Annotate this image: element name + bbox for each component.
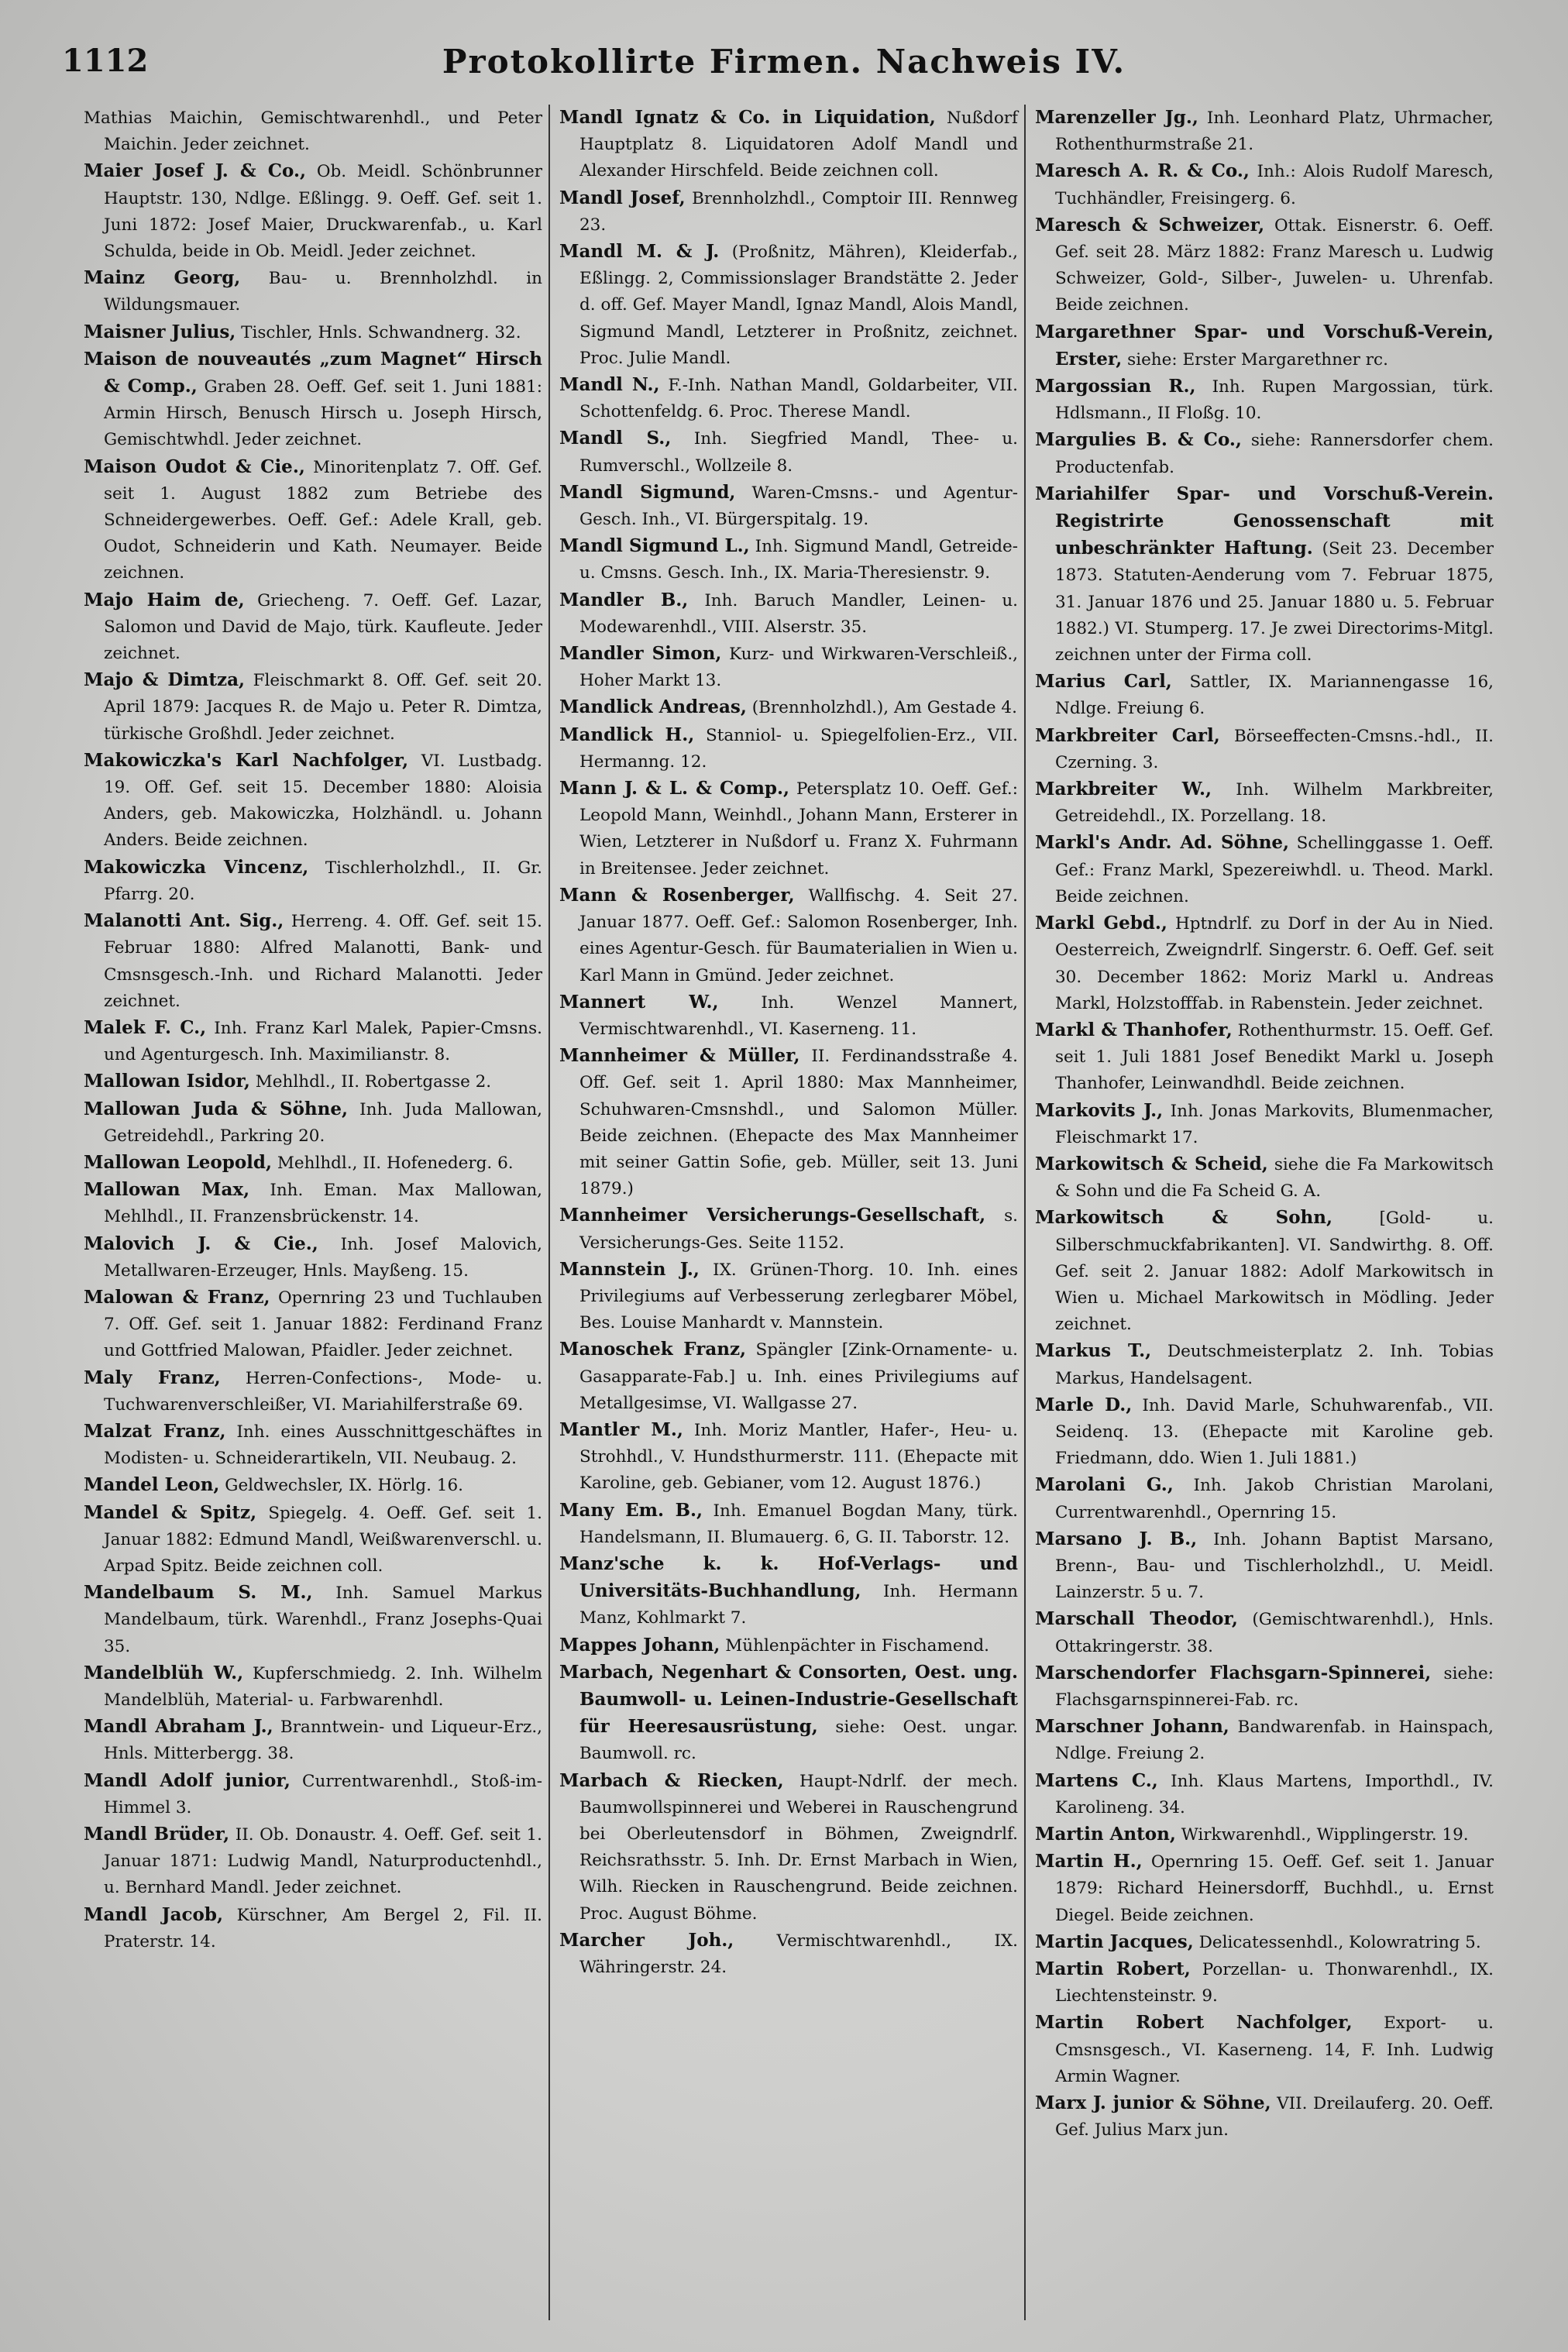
firm-name: Malanotti Ant. Sig.,	[84, 910, 284, 932]
firm-details: Opernring 15. Oeff. Gef. seit 1. Januar 1879: Richard Heinersdorff, Buchhdl., u. Ernst Diegel. Beide zeichnen.	[1055, 1852, 1494, 1925]
directory-entry	[1035, 1606, 1494, 1659]
firm-details: Currentwarenhdl., Stoß-im-Himmel 3.	[104, 1771, 542, 1817]
firm-name: Mann J. & L. & Comp.,	[559, 778, 790, 799]
directory-entry	[1035, 1768, 1494, 1821]
directory-entry	[559, 587, 1018, 641]
firm-name: Mallowan Max,	[84, 1179, 250, 1201]
directory-entry	[559, 1632, 1018, 1659]
firm-details: Graben 28. Oeff. Gef. seit 1. Juni 1881: Armin Hirsch, Benusch Hirsch u. Joseph Hirsch, Gemischtwhdl. Jeder zeichnet.	[104, 377, 543, 450]
firm-details: Waren-Cmsns.- und Agentur-Gesch. Inh., VI. Bürgerspitalg. 19.	[579, 483, 1018, 530]
directory-entry	[84, 1231, 542, 1284]
firm-name: Mandl Sigmund,	[559, 481, 736, 503]
firm-name: Martin H.,	[1035, 1851, 1143, 1872]
firm-name: Markovits J.,	[1035, 1099, 1164, 1121]
firm-details: Spiegelg. 4. Oeff. Gef. seit 1. Januar 1882: Edmund Mandl, Weißwarenverschl. u. Arpad Spitz. Beide zeichnen coll.	[104, 1503, 542, 1576]
firm-name: Martin Jacques,	[1035, 1931, 1194, 1952]
directory-entry	[1035, 1848, 1494, 1929]
firm-name: Maison Oudot & Cie.,	[84, 456, 305, 477]
firm-name: Mannheimer Versicherungs-Gesellschaft,	[559, 1205, 986, 1226]
firm-details: Stanniol- u. Spiegelfolien-Erz., VII. Hermanng. 12.	[579, 725, 1018, 772]
firm-name: Markbreiter Carl,	[1035, 724, 1220, 746]
directory-entry	[1035, 1526, 1494, 1607]
firm-name: Markowitsch & Sohn,	[1035, 1207, 1332, 1229]
firm-name: Maly Franz,	[84, 1367, 221, 1388]
firm-details: siehe die Fa Markowitsch & Sohn und die Fa Scheid G. A.	[1055, 1154, 1494, 1202]
firm-details: Inh. eines Ausschnittgeschäftes in Modisten- u. Schneiderartikeln, VII. Neubaug. 2.	[104, 1422, 542, 1469]
firm-details: Inh. Baruch Mandler, Leinen- u. Modewarenhdl., VIII. Alserstr. 35.	[579, 590, 1018, 637]
firm-details: Wallfischg. 4. Seit 27. Januar 1877. Oeff. Gef.: Salomon Rosenberger, Inh. eines Agentur-Gesch. für Baumaterialien in Wien u. Karl Mann in Gmünd. Jeder zeichnet.	[579, 885, 1018, 985]
firm-details: Sattler, IX. Mariannengasse 16, Ndlge. Freiung 6.	[1055, 672, 1494, 719]
firm-details: Rothenthurmstr. 15. Oeff. Gef. seit 1. Juli 1881 Josef Benedikt Markl u. Joseph Thanhofer, Leinwandhdl. Beide zeichnen.	[1055, 1020, 1494, 1094]
firm-details: Spängler [Zink-Ornamente- u. Gasapparate-Fab.] u. Inh. eines Privilegiums auf Metallgesimse, VI. Wallgasse 27.	[579, 1340, 1018, 1413]
firm-name: Margulies B. & Co.,	[1035, 429, 1242, 451]
firm-details: VI. Lustbadg. 19. Off. Gef. seit 15. December 1880: Aloisia Anders, geb. Makowiczka, Holzhändl. u. Johann Anders. Beide zeichnen.	[104, 751, 542, 851]
firm-name: Martin Anton,	[1035, 1824, 1176, 1845]
firm-details: (Brennholzhdl.), Am Gestade 4.	[751, 698, 1017, 718]
firm-details: Opernring 23 und Tuchlauben 7. Off. Gef. seit 1. Januar 1882: Ferdinand Franz und Gottfried Malowan, Pfaidler. Jeder zeichnet.	[104, 1288, 542, 1361]
directory-entry	[84, 1821, 542, 1902]
firm-details: (Seit 23. December 1873. Statuten-Aenderung vom 7. Februar 1875, 31. Januar 1876 und 25. Januar 1880 u. 5. Februar 1882.) VI. Stumperg. 17. Je zwei Directorims-Mitgl. zeichnen unter der Firma coll.	[1055, 539, 1494, 665]
directory-entry	[559, 239, 1018, 372]
directory-entry	[559, 1417, 1018, 1498]
firm-details: Delicatessenhdl., Kolowratring 5.	[1198, 1932, 1481, 1952]
directory-entry	[84, 1500, 542, 1580]
firm-name: Margarethner Spar- und Vorschuß-Verein, Erster,	[1035, 321, 1494, 370]
directory-entry	[1035, 1017, 1494, 1098]
directory-entry	[1035, 1098, 1494, 1151]
firm-name: Mandl Ignatz & Co. in Liquidation,	[559, 107, 936, 128]
firm-name: Marschendorfer Flachsgarn-Spinnerei,	[1035, 1662, 1432, 1683]
column-left	[77, 105, 548, 2320]
directory-entry	[84, 1150, 542, 1177]
directory-entry	[1035, 1821, 1494, 1848]
directory-entry	[1035, 427, 1494, 480]
firm-name: Mappes Johann,	[559, 1634, 720, 1656]
firm-details: II. Ob. Donaustr. 4. Oeff. Gef. seit 1. Januar 1871: Ludwig Mandl, Naturproductenhdl., u. Bernhard Mandl. Jeder zeichnet.	[104, 1825, 542, 1898]
firm-name: Mandl Brüder,	[84, 1824, 230, 1845]
firm-name: Marcher Joh.,	[559, 1929, 734, 1951]
firm-name: Many Em. B.,	[559, 1499, 703, 1521]
firm-details: Griecheng. 7. Oeff. Gef. Lazar, Salomon und David de Majo, türk. Kaufleute. Jeder zeichnet.	[104, 590, 542, 664]
directory-entry	[559, 1927, 1018, 1981]
directory-entry	[559, 1498, 1018, 1551]
firm-name: Marsano J. B.,	[1035, 1528, 1198, 1549]
firm-details: Hptndrlf. zu Dorf in der Au in Nied. Oesterreich, Zweigndrlf. Singerstr. 6. Oeff. Gef. seit 30. December 1862: Moriz Markl u. Andreas Markl, Holzstofffab. in Rabenstein. Jeder zeichnet.	[1055, 914, 1494, 1013]
directory-entry	[1035, 373, 1494, 427]
directory-entry	[559, 425, 1018, 479]
directory-entry	[559, 882, 1018, 989]
firm-details: Ottak. Eisnerstr. 6. Oeff. Gef. seit 28. März 1882: Franz Maresch u. Ludwig Schweizer, Gold-, Silber-, Juwelen- u. Uhrenfab. Beide zeichnen.	[1055, 215, 1494, 315]
firm-name: Mallowan Juda & Söhne,	[84, 1098, 348, 1119]
firm-details: (Proßnitz, Mähren), Kleiderfab., Eßlingg. 2, Commissionslager Brandstätte 2. Jeder d. off. Gef. Mayer Mandl, Ignaz Mandl, Alois Mandl, Sigmund Mandl, Letzterer in Proßnitz, zeichnet. Proc. Julie Mandl.	[579, 242, 1019, 368]
firm-details: Brennholzhdl., Comptoir III. Rennweg 23.	[579, 188, 1018, 235]
directory-entry	[84, 454, 542, 587]
firm-name: Markl & Thanhofer,	[1035, 1019, 1233, 1040]
firm-details: Inh. Franz Karl Malek, Papier-Cmsns. und Agenturgesch. Inh. Maximilianstr. 8.	[104, 1018, 543, 1065]
firm-name: Mannert W.,	[559, 991, 719, 1013]
firm-details: Inh. Moriz Mantler, Hafer-, Heu- u. Strohhdl., V. Hundsthurmerstr. 111. (Ehepacte mit Karoline, geb. Gebianer, vom 12. August 1876.)	[579, 1420, 1018, 1494]
directory-entry	[559, 372, 1018, 425]
firm-name: Malovich J. & Cie.,	[84, 1233, 318, 1254]
firm-details: siehe: Oest. ungar. Baumwoll. rc.	[579, 1718, 1018, 1764]
firm-name: Mandl Adolf junior,	[84, 1769, 291, 1791]
directory-entry	[559, 1551, 1018, 1632]
directory-entry	[84, 1284, 542, 1365]
page-number: 1112	[62, 43, 149, 79]
firm-name: Mandlick H.,	[559, 724, 695, 745]
directory-entry	[559, 480, 1018, 533]
directory-entry	[559, 1336, 1018, 1417]
firm-name: Maier Josef J. & Co.,	[84, 160, 306, 182]
firm-name: Mandl Abraham J.,	[84, 1716, 273, 1738]
firm-name: Marenzeller Jg.,	[1035, 107, 1198, 128]
directory-entry	[84, 1068, 542, 1095]
firm-details: Inh. Samuel Markus Mandelbaum, türk. Warenhdl., Franz Josephs-Quai 35.	[104, 1583, 542, 1656]
directory-entry	[559, 185, 1018, 239]
firm-details: Geldwechsler, IX. Hörlg. 16.	[225, 1476, 463, 1496]
directory-entry	[84, 587, 542, 668]
directory-entry	[84, 1902, 542, 1955]
directory-entry	[84, 265, 542, 318]
firm-details: Porzellan- u. Thonwarenhdl., IX. Liechtensteinstr. 9.	[1055, 1960, 1494, 2006]
firm-name: Martin Robert Nachfolger,	[1035, 2012, 1353, 2034]
firm-name: Mallowan Leopold,	[84, 1151, 273, 1173]
directory-entry	[84, 1418, 542, 1472]
firm-name: Markl Gebd.,	[1035, 913, 1167, 934]
firm-details: Nußdorf Hauptplatz 8. Liquidatoren Adolf Mandl und Alexander Hirschfeld. Beide zeichnen coll.	[579, 108, 1018, 181]
directory-entry	[1035, 830, 1494, 910]
firm-details: Inh. Jakob Christian Marolani, Currentwarenhdl., Opernring 15.	[1055, 1476, 1494, 1522]
firm-details: Export- u. Cmsnsgesch., VI. Kaserneng. 14, F. Inh. Ludwig Armin Wagner.	[1055, 2013, 1494, 2086]
firm-details: Inh. Klaus Martens, Importhdl., IV. Karolineng. 34.	[1055, 1771, 1494, 1817]
firm-details: Inh. Emanuel Bogdan Many, türk. Handelsmann, II. Blumauerg. 6, G. II. Taborstr. 12.	[579, 1501, 1018, 1547]
directory-entry	[84, 1768, 542, 1821]
firm-name: Makowiczka Vincenz,	[84, 856, 309, 878]
directory-entry	[84, 908, 542, 1015]
firm-name: Mandelbaum S. M.,	[84, 1582, 313, 1604]
firm-details: Inh. Hermann Manz, Kohlmarkt 7.	[579, 1582, 1018, 1628]
directory-entry	[559, 722, 1018, 775]
firm-details: Inh. Josef Malovich, Metallwaren-Erzeuger, Hnls. Mayßeng. 15.	[104, 1234, 542, 1281]
firm-name: Markowitsch & Scheid,	[1035, 1153, 1268, 1174]
firm-details: Tischler, Hnls. Schwandnerg. 32.	[241, 322, 521, 342]
firm-name: Markbreiter W.,	[1035, 779, 1212, 800]
directory-entry	[84, 748, 542, 854]
directory-entry	[84, 667, 542, 748]
directory-entry	[1035, 1392, 1494, 1473]
firm-details: Inh. David Marle, Schuhwarenfab., VII. Seidenq. 13. (Ehepacte mit Karoline geb. Friedmann, ddo. Wien 1. Juli 1881.)	[1055, 1395, 1494, 1469]
directory-entry	[1035, 105, 1494, 158]
firm-details: siehe: Rannersdorfer chem. Productenfab.	[1055, 431, 1494, 477]
columns	[77, 105, 1534, 2320]
firm-name: Markl's Andr. Ad. Söhne,	[1035, 832, 1290, 854]
firm-details: Wirkwarenhdl., Wipplingerstr. 19.	[1181, 1825, 1469, 1845]
firm-details: Mühlenpächter in Fischamend.	[725, 1635, 990, 1656]
directory-entry	[1035, 481, 1494, 669]
firm-name: Makowiczka's Karl Nachfolger,	[84, 749, 409, 771]
directory-entry	[559, 641, 1018, 694]
firm-name: Marbach, Negenhart & Consorten, Oest. ung. Baumwoll- u. Leinen-Industrie-Gesellschaft für Heeresausrüstung,	[559, 1661, 1018, 1738]
directory-entry	[84, 346, 542, 454]
firm-details: Vermischtwarenhdl., IX. Währingerstr. 24.	[579, 1931, 1018, 1978]
directory-entry	[1035, 1956, 1494, 2010]
firm-name: Maison de nouveautés „zum Magnet“ Hirsch & Comp.,	[84, 348, 542, 397]
directory-entry	[84, 319, 542, 346]
firm-name: Malek F. C.,	[84, 1016, 207, 1038]
page-title: Protokollirte Firmen. Nachweis IV.	[442, 43, 1126, 81]
directory-entry	[559, 1202, 1018, 1256]
directory-entry	[559, 1768, 1018, 1927]
firm-details: Inh. Leonhard Platz, Uhrmacher, Rothenthurmstraße 21.	[1055, 108, 1494, 155]
firm-name: Mantler M.,	[559, 1418, 683, 1440]
directory-entry	[1035, 1929, 1494, 1956]
firm-details: Inh. Juda Mallowan, Getreidehdl., Parkring 20.	[104, 1099, 542, 1146]
firm-name: Marle D.,	[1035, 1394, 1133, 1415]
directory-entry	[559, 533, 1018, 586]
firm-details: Börseeffecten-Cmsns.-hdl., II. Czerning. 3.	[1055, 726, 1494, 772]
directory-entry	[1035, 723, 1494, 776]
firm-name: Maresch A. R. & Co.,	[1035, 160, 1250, 182]
column-right	[1029, 105, 1500, 2320]
directory-entry	[84, 1096, 542, 1150]
firm-details: Kurz- und Wirkwaren-Verschleiß., Hoher Markt 13.	[579, 645, 1018, 691]
directory-entry	[1035, 2010, 1494, 2090]
firm-name: Maresch & Schweizer,	[1035, 214, 1265, 236]
firm-details: Schellinggasse 1. Oeff. Gef.: Franz Markl, Spezereiwhdl. u. Theod. Markl. Beide zeichnen.	[1055, 834, 1494, 906]
firm-name: Margossian R.,	[1035, 376, 1196, 397]
firm-name: Majo Haim de,	[84, 589, 245, 610]
firm-details: Mathias Maichin, Gemischtwarenhdl., und Peter Maichin. Jeder zeichnet.	[84, 108, 542, 155]
firm-name: Mainz Georg,	[84, 267, 241, 289]
firm-details: F.-Inh. Nathan Mandl, Goldarbeiter, VII. Schottenfeldg. 6. Proc. Therese Mandl.	[579, 376, 1018, 422]
firm-name: Maisner Julius,	[84, 321, 236, 342]
firm-details: siehe: Flachsgarnspinnerei-Fab. rc.	[1055, 1663, 1494, 1710]
firm-name: Mandel Leon,	[84, 1474, 220, 1496]
firm-name: Marschner Johann,	[1035, 1716, 1229, 1738]
firm-name: Mandlick Andreas,	[559, 696, 747, 718]
directory-entry	[84, 1660, 542, 1714]
directory-entry	[559, 1257, 1018, 1337]
firm-name: Marolani G.,	[1035, 1474, 1174, 1496]
firm-name: Manoschek Franz,	[559, 1339, 747, 1360]
directory-entry	[1035, 1714, 1494, 1767]
firm-name: Marschall Theodor,	[1035, 1608, 1238, 1630]
directory-entry	[1035, 1338, 1494, 1391]
firm-name: Marbach & Riecken,	[559, 1769, 784, 1791]
firm-details: Mehlhdl., II. Robertgasse 2.	[255, 1072, 492, 1092]
firm-name: Malzat Franz,	[84, 1420, 226, 1442]
firm-name: Mandler Simon,	[559, 643, 722, 665]
firm-name: Mandl S.,	[559, 428, 672, 449]
firm-name: Mannstein J.,	[559, 1258, 700, 1280]
firm-details: Inh. Johann Baptist Marsano, Brenn-, Bau- und Tischlerholzhdl., U. Meidl. Lainzerstr. 5 u. 7.	[1055, 1529, 1494, 1603]
firm-name: Mannheimer & Müller,	[559, 1045, 800, 1067]
firm-name: Malowan & Franz,	[84, 1286, 270, 1308]
page-header	[0, 0, 1568, 108]
firm-details: Mehlhdl., II. Hofenederg. 6.	[277, 1153, 514, 1173]
directory-entry	[84, 105, 542, 158]
firm-details: Inh. Sigmund Mandl, Getreide- u. Cmsns. Gesch. Inh., IX. Maria-Theresienstr. 9.	[579, 537, 1018, 583]
firm-details: IX. Grünen-Thorg. 10. Inh. eines Privilegiums auf Verbesserung zerlegbarer Möbel, Bes. Louise Manhardt v. Mannstein.	[579, 1260, 1019, 1333]
firm-details: Inh. Eman. Max Mallowan, Mehlhdl., II. Franzensbrückenstr. 14.	[104, 1181, 542, 1227]
firm-name: Martens C.,	[1035, 1769, 1158, 1791]
firm-details: Branntwein- und Liqueur-Erz., Hnls. Mitterbergg. 38.	[104, 1718, 542, 1764]
directory-entry	[559, 989, 1018, 1043]
firm-details: Tischlerholzhdl., II. Gr. Pfarrg. 20.	[104, 858, 542, 904]
directory-entry	[1035, 1472, 1494, 1525]
firm-name: Mann & Rosenberger,	[559, 884, 795, 906]
firm-details: Petersplatz 10. Oeff. Gef.: Leopold Mann, Weinhdl., Johann Mann, Ersterer in Wien, Letzterer in Nußdorf u. Franz X. Fuhrmann in Breitensee. Jeder zeichnet.	[579, 779, 1018, 879]
firm-details: Inh. Jonas Markovits, Blumenmacher, Fleischmarkt 17.	[1055, 1101, 1494, 1147]
directory-entry	[1035, 2090, 1494, 2144]
firm-details: Kürschner, Am Bergel 2, Fil. II. Praterstr. 14.	[104, 1905, 542, 1951]
firm-name: Mandl Jacob,	[84, 1903, 223, 1925]
firm-details: Herren-Confections-, Mode- u. Tuchwarenverschleißer, VI. Mariahilferstraße 69.	[104, 1368, 542, 1415]
firm-details: Deutschmeisterplatz 2. Inh. Tobias Markus, Handelsagent.	[1055, 1342, 1494, 1388]
firm-details: Inh. Rupen Margossian, türk. Hdlsmann., II Floßg. 10.	[1055, 377, 1494, 424]
firm-name: Mandler B.,	[559, 589, 689, 610]
firm-details: Ob. Meidl. Schönbrunner Hauptstr. 130, Ndlge. Eßlingg. 9. Oeff. Gef. seit 1. Juni 1872: Josef Maier, Druckwarenfab., u. Karl Schulda, beide in Ob. Meidl. Jeder zeichnet.	[104, 162, 542, 262]
column-middle	[553, 105, 1024, 2320]
firm-name: Marius Carl,	[1035, 671, 1172, 693]
directory-entry	[559, 694, 1018, 721]
firm-name: Mandelblüh W.,	[84, 1662, 244, 1683]
directory-entry	[84, 1365, 542, 1418]
directory-entry	[1035, 319, 1494, 373]
directory-entry	[1035, 1205, 1494, 1338]
firm-details: Fleischmarkt 8. Off. Gef. seit 20. April 1879: Jacques R. de Majo u. Peter R. Dimtza, türkische Großhdl. Jeder zeichnet.	[104, 671, 543, 744]
firm-details: s. Versicherungs-Ges. Seite 1152.	[579, 1206, 1018, 1253]
firm-details: II. Ferdinandsstraße 4. Off. Gef. seit 1. April 1880: Max Mannheimer, Schuhwaren-Cmsnshdl., und Salomon Müller. Beide zeichnen. (Ehepacte des Max Mannheimer mit seiner Gattin Sofie, geb. Müller, seit 13. Juni 1879.)	[579, 1047, 1018, 1199]
directory-entry	[1035, 910, 1494, 1017]
directory-entry	[559, 1043, 1018, 1202]
firm-name: Mallowan Isidor,	[84, 1071, 250, 1092]
firm-details: Minoritenplatz 7. Off. Gef. seit 1. August 1882 zum Betriebe des Schneidergewerbes. Oeff. Gef.: Adele Krall, geb. Oudot, Schneiderin und Kath. Neumayer. Beide zeichnen.	[104, 457, 542, 583]
firm-name: Mandl Josef,	[559, 187, 686, 208]
directory-entry	[1035, 212, 1494, 319]
directory-entry	[84, 1580, 542, 1660]
firm-details: Inh.: Alois Rudolf Maresch, Tuchhändler, Freisingerg. 6.	[1055, 162, 1494, 208]
directory-entry	[1035, 776, 1494, 830]
directory-entry	[84, 1015, 542, 1068]
directory-entry	[1035, 1151, 1494, 1205]
firm-name: Mandel & Spitz,	[84, 1501, 257, 1523]
directory-entry	[559, 105, 1018, 185]
firm-details: Inh. Wilhelm Markbreiter, Getreidehdl., IX. Porzellang. 18.	[1055, 780, 1494, 827]
firm-details: Bandwarenfab. in Hainspach, Ndlge. Freiung 2.	[1055, 1718, 1494, 1764]
directory-entry	[84, 158, 542, 265]
firm-details: Bau- u. Brennholzhdl. in Wildungsmauer.	[104, 269, 542, 315]
directory-entry	[559, 775, 1018, 882]
firm-name: Martin Robert,	[1035, 1958, 1191, 1980]
firm-details: siehe: Erster Margarethner rc.	[1127, 349, 1388, 370]
directory-entry	[1035, 158, 1494, 211]
directory-entry	[84, 1714, 542, 1767]
firm-name: Mandl M. & J.	[559, 241, 720, 263]
directory-entry	[1035, 669, 1494, 722]
directory-entry	[84, 854, 542, 908]
firm-name: Mandl Sigmund L.,	[559, 535, 750, 557]
firm-name: Mandl N.,	[559, 374, 660, 396]
firm-name: Mariahilfer Spar- und Vorschuß-Verein. Registrirte Genossenschaft mit unbeschränkter Haftung.	[1035, 483, 1494, 559]
firm-name: Marx J. junior & Söhne,	[1035, 2092, 1271, 2114]
firm-name: Markus T.,	[1035, 1340, 1152, 1362]
firm-name: Manz'sche k. k. Hof-Verlags- und Universitäts-Buchhandlung,	[559, 1553, 1018, 1602]
firm-details: Haupt-Ndrlf. der mech. Baumwollspinnerei und Weberei in Rauschengrund bei Oberleutensdorf in Böhmen, Zweigndrlf. Reichsrathsstr. 5. Inh. Dr. Ernst Marbach in Wien, Wilh. Riecken in Rauschengrund. Beide zeichnen. Proc. August Böhme.	[579, 1771, 1018, 1924]
directory-entry	[1035, 1660, 1494, 1714]
firm-details: Kupferschmiedg. 2. Inh. Wilhelm Mandelblüh, Material- u. Farbwarenhdl.	[104, 1663, 542, 1710]
firm-details: Inh. Wenzel Mannert, Vermischtwarenhdl., VI. Kaserneng. 11.	[579, 992, 1018, 1039]
firm-details: [Gold- u. Silberschmuckfabrikanten]. VI. Sandwirthg. 8. Off. Gef. seit 2. Januar 1882: Adolf Markowitsch in Wien u. Michael Markowitsch in Mödling. Jeder zeichnet.	[1055, 1209, 1494, 1335]
directory-entry	[84, 1472, 542, 1499]
firm-name: Majo & Dimtza,	[84, 669, 245, 691]
firm-details: (Gemischtwarenhdl.), Hnls. Ottakringerstr. 38.	[1055, 1610, 1494, 1656]
firm-details: VII. Dreilauferg. 20. Oeff. Gef. Julius Marx jun.	[1055, 2094, 1494, 2141]
firm-details: Herreng. 4. Off. Gef. seit 15. Februar 1880: Alfred Malanotti, Bank- und Cmsnsgesch.-Inh. und Richard Malanotti. Jeder zeichnet.	[104, 912, 542, 1011]
directory-entry	[84, 1177, 542, 1230]
directory-entry	[559, 1659, 1018, 1768]
firm-details: Inh. Siegfried Mandl, Thee- u. Rumverschl., Wollzeile 8.	[579, 429, 1018, 476]
